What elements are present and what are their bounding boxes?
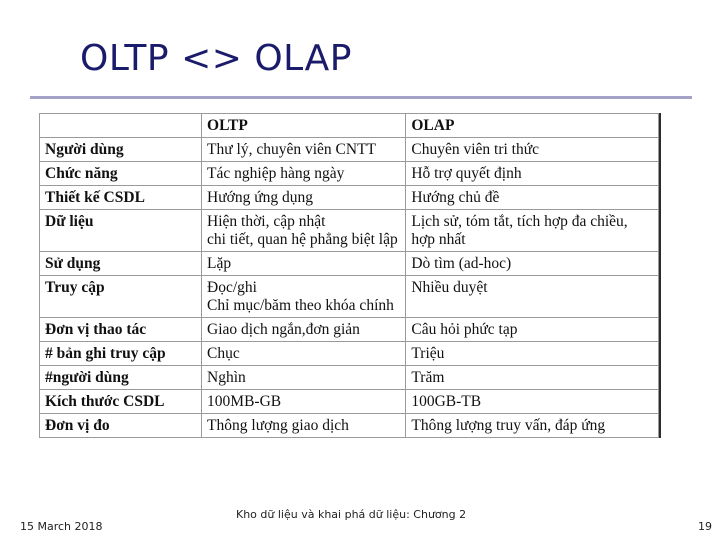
footer-date: 15 March 2018 <box>20 520 103 533</box>
oltp-cell: Giao dịch ngắn,đơn giản <box>202 318 406 342</box>
row-label: Sử dụng <box>40 252 202 276</box>
oltp-cell: 100MB-GB <box>202 390 406 414</box>
oltp-cell: Đọc/ghi Chỉ mục/băm theo khóa chính <box>202 276 406 318</box>
table-row <box>40 276 659 318</box>
olap-cell: Dò tìm (ad-hoc) <box>406 252 659 276</box>
row-label: Kích thước CSDL <box>40 390 202 414</box>
table-row <box>40 252 659 276</box>
row-label: #người dùng <box>40 366 202 390</box>
header-cell-empty <box>40 114 202 138</box>
olap-cell: Chuyên viên tri thức <box>406 138 659 162</box>
table-row <box>40 186 659 210</box>
olap-cell: Hướng chủ đề <box>406 186 659 210</box>
oltp-cell: Chục <box>202 342 406 366</box>
row-label: Thiết kế CSDL <box>40 186 202 210</box>
table-row <box>40 414 659 438</box>
olap-cell: Nhiều duyệt <box>406 276 659 318</box>
table-header-row <box>40 114 659 138</box>
row-label: # bản ghi truy cập <box>40 342 202 366</box>
title-divider <box>30 96 692 99</box>
olap-cell: 100GB-TB <box>406 390 659 414</box>
oltp-cell: Thư lý, chuyên viên CNTT <box>202 138 406 162</box>
table-row <box>40 318 659 342</box>
comparison-table <box>39 113 659 438</box>
olap-cell: Trăm <box>406 366 659 390</box>
oltp-cell: Hướng ứng dụng <box>202 186 406 210</box>
table-row <box>40 138 659 162</box>
table-row <box>40 390 659 414</box>
olap-cell: Thông lượng truy vấn, đáp ứng <box>406 414 659 438</box>
header-cell-oltp: OLTP <box>202 114 406 138</box>
olap-cell: Hỗ trợ quyết định <box>406 162 659 186</box>
oltp-cell: Thông lượng giao dịch <box>202 414 406 438</box>
slide-title: OLTP <> OLAP <box>80 38 352 79</box>
header-cell-olap: OLAP <box>406 114 659 138</box>
comparison-table-container <box>39 113 661 438</box>
olap-cell: Triệu <box>406 342 659 366</box>
olap-cell: Câu hỏi phức tạp <box>406 318 659 342</box>
olap-cell: Lịch sử, tóm tắt, tích hợp đa chiều, hợp nhất <box>406 210 659 252</box>
row-label: Truy cập <box>40 276 202 318</box>
row-label: Chức năng <box>40 162 202 186</box>
oltp-cell: Nghìn <box>202 366 406 390</box>
row-label: Đơn vị đo <box>40 414 202 438</box>
table-row <box>40 210 659 252</box>
oltp-cell: Tác nghiệp hàng ngày <box>202 162 406 186</box>
oltp-cell: Hiện thời, cập nhật chi tiết, quan hệ phẳng biệt lập <box>202 210 406 252</box>
table-row <box>40 342 659 366</box>
table-row <box>40 366 659 390</box>
row-label: Đơn vị thao tác <box>40 318 202 342</box>
table-row <box>40 162 659 186</box>
footer-course-title: Kho dữ liệu và khai phá dữ liệu: Chương 2 <box>236 508 467 521</box>
row-label: Người dùng <box>40 138 202 162</box>
row-label: Dữ liệu <box>40 210 202 252</box>
page-number: 19 <box>698 520 712 533</box>
oltp-cell: Lặp <box>202 252 406 276</box>
